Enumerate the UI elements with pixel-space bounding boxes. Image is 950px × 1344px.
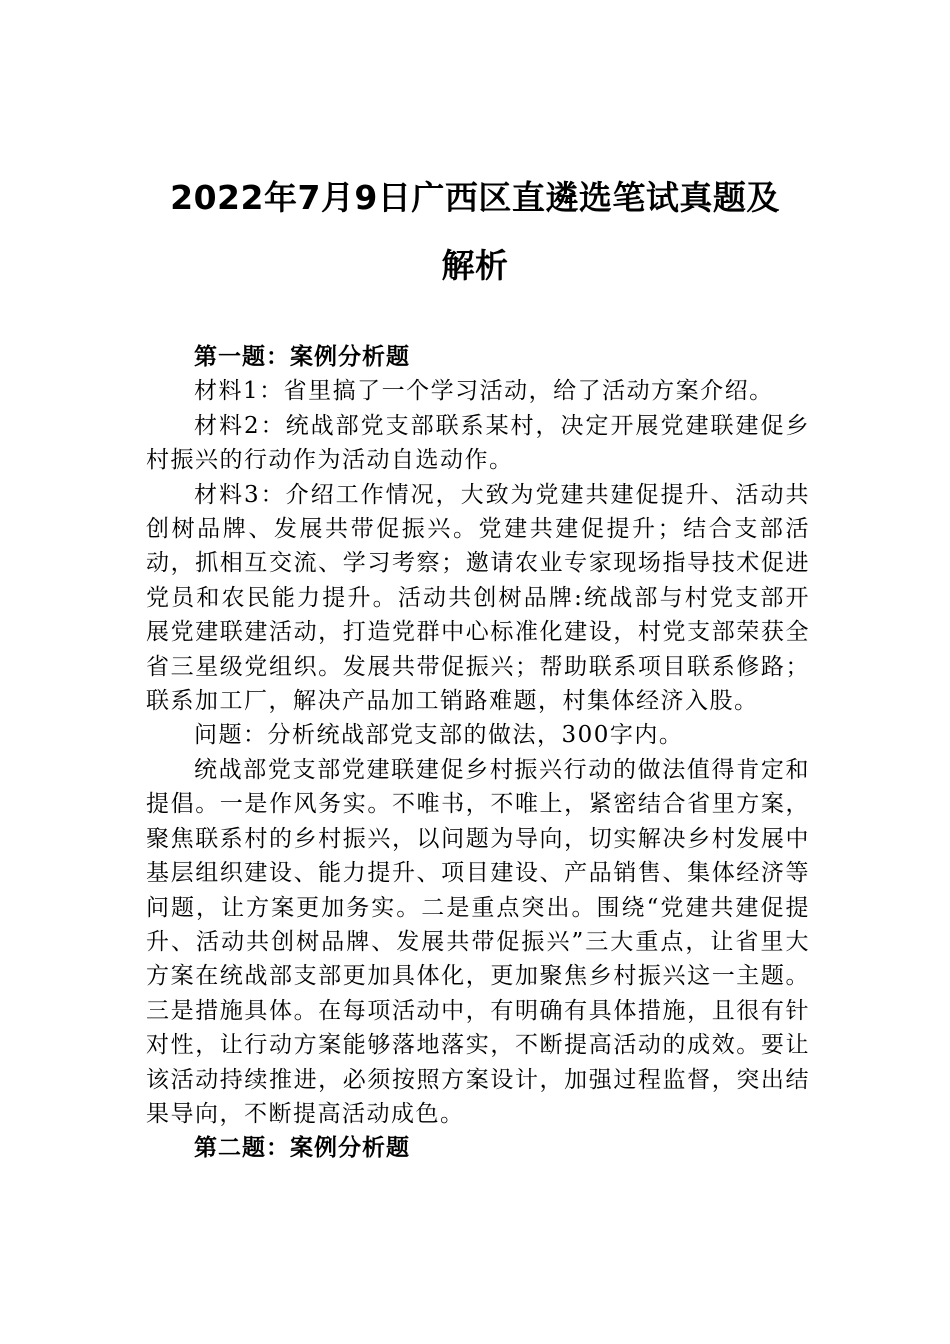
document-title-line-2: 解析 [441,246,509,285]
document-body [146,340,810,1166]
material-3-paragraph: 材料3：介绍工作情况，大致为党建共建促提升、活动共创树品牌、发展共带促振兴。党建共建促提升；结合支部活动，抓相互交流、学习考察；邀请农业专家现场指导技术促进党员和农民能力提升。活动共创树品牌:统战部与村党支部开展党建联建活动，打造党群中心标准化建设，村党支部荣获全省三星级党组织。发展共带促振兴；帮助联系项目联系修路；联系加工厂，解决产品加工销路难题，村集体经济入股。 [146,481,810,715]
document-title-line-1: 2022年7月9日广西区直遴选笔试真题及 [170,178,780,217]
material-2-paragraph: 材料2：统战部党支部联系某村，决定开展党建联建促乡村振兴的行动作为活动自选动作。 [146,412,810,474]
section-heading-1: 第一题：案例分析题 [194,344,410,370]
section-heading-2: 第二题：案例分析题 [194,1135,410,1162]
material-1-paragraph: 材料1：省里搞了一个学习活动，给了活动方案介绍。 [194,378,774,405]
question-paragraph: 问题：分析统战部党支部的做法，300字内。 [194,722,684,749]
answer-paragraph: 统战部党支部党建联建促乡村振兴行动的做法值得肯定和提倡。一是作风务实。不唯书，不唯上，紧密结合省里方案，聚焦联系村的乡村振兴，以问题为导向，切实解决乡村发展中基层组织建设、能力提升、项目建设、产品销售、集体经济等问题，让方案更加务实。二是重点突出。围绕“党建共建促提升、活动共创树品牌、发展共带促振兴”三大重点，让省里大方案在统战部支部更加具体化，更加聚焦乡村振兴这一主题。三是措施具体。在每项活动中，有明确有具体措施，且很有针对性，让行动方案能够落地落实，不断提高活动的成效。要让该活动持续推进，必须按照方案设计，加强过程监督，突出结果导向，不断提高活动成色。 [146,756,810,1127]
